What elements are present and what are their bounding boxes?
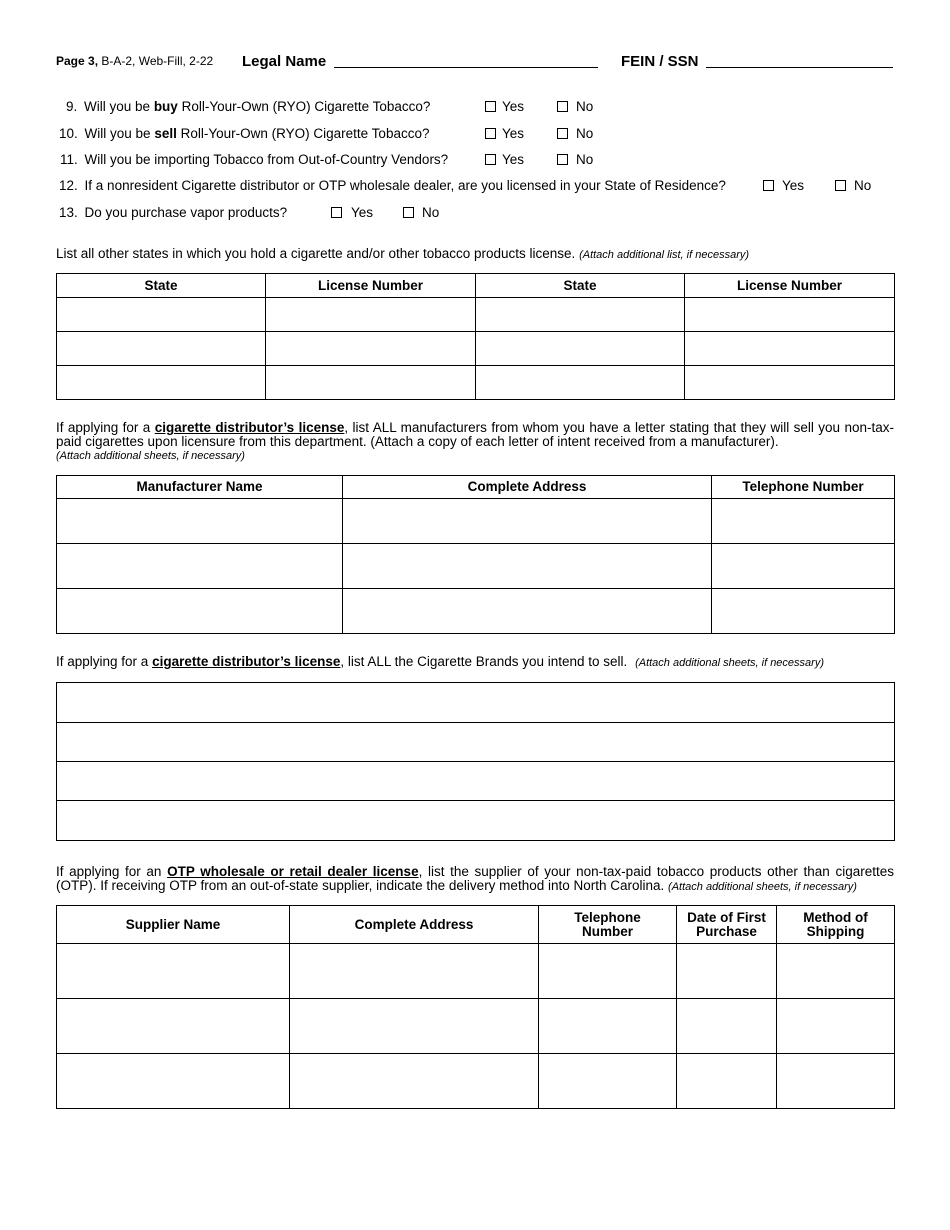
table-row xyxy=(57,944,895,999)
q12-no-label: No xyxy=(854,178,872,193)
page-header xyxy=(56,54,213,68)
suppliers-table xyxy=(56,905,895,1109)
col-header-license-number: License Number xyxy=(685,274,895,298)
address-cell[interactable] xyxy=(290,944,539,999)
question-number: 10. xyxy=(59,126,78,141)
table-row xyxy=(57,298,895,332)
table-row xyxy=(57,762,895,801)
q12-yes-checkbox[interactable] xyxy=(763,180,774,191)
manufacturers-note: (Attach additional sheets, if necessary) xyxy=(56,450,245,462)
col-header-supplier-name: Supplier Name xyxy=(57,906,290,944)
question-11 xyxy=(60,152,448,167)
table-row xyxy=(57,1054,895,1109)
manufacturer-name-cell[interactable] xyxy=(57,544,343,589)
q9-no-checkbox[interactable] xyxy=(557,101,568,112)
q10-no-checkbox[interactable] xyxy=(557,128,568,139)
manufacturer-name-cell[interactable] xyxy=(57,589,343,634)
brands-intro-lead: If applying for a xyxy=(56,654,153,669)
question-text: Will you be xyxy=(84,99,154,114)
fein-ssn-field[interactable] xyxy=(706,67,893,68)
table-row xyxy=(57,999,895,1054)
fein-ssn-label: FEIN / SSN xyxy=(621,53,699,70)
address-cell[interactable] xyxy=(343,499,712,544)
brand-cell[interactable] xyxy=(57,683,895,723)
col-header-license-number: License Number xyxy=(266,274,476,298)
state-cell[interactable] xyxy=(476,298,685,332)
table-row xyxy=(57,544,895,589)
table-row xyxy=(57,366,895,400)
suppliers-note: (Attach additional sheets, if necessary) xyxy=(668,881,857,893)
licenses-note: (Attach additional list, if necessary) xyxy=(579,249,750,261)
address-cell[interactable] xyxy=(290,1054,539,1109)
telephone-cell[interactable] xyxy=(712,544,895,589)
manufacturers-intro xyxy=(56,421,894,449)
supplier-name-cell[interactable] xyxy=(57,1054,290,1109)
q11-yes-label: Yes xyxy=(502,152,525,167)
telephone-cell[interactable] xyxy=(539,1054,677,1109)
state-cell[interactable] xyxy=(57,298,266,332)
question-10 xyxy=(59,126,429,141)
question-text: Do you purchase vapor products? xyxy=(84,205,288,220)
question-number: 13. xyxy=(59,205,78,220)
legal-name-label: Legal Name xyxy=(242,53,327,70)
table-row xyxy=(57,683,895,723)
col-header-complete-address: Complete Address xyxy=(290,906,539,944)
q12-yes-label: Yes xyxy=(782,178,805,193)
col-header-telephone-number: Telephone Number xyxy=(712,476,895,499)
brands-intro xyxy=(56,654,824,669)
question-emphasis: sell xyxy=(154,126,177,141)
q13-yes-checkbox[interactable] xyxy=(331,207,342,218)
legal-name-field[interactable] xyxy=(334,67,598,68)
license-number-cell[interactable] xyxy=(685,332,895,366)
question-text-tail: Roll-Your-Own (RYO) Cigarette Tobacco? xyxy=(176,126,430,141)
table-row xyxy=(57,801,895,841)
q9-yes-label: Yes xyxy=(502,99,525,114)
q11-no-label: No xyxy=(576,152,594,167)
suppliers-intro xyxy=(56,865,894,894)
col-header-complete-address: Complete Address xyxy=(343,476,712,499)
form-id: B-A-2, Web-Fill, 2-22 xyxy=(101,54,214,68)
date-cell[interactable] xyxy=(677,999,777,1054)
question-number: 11. xyxy=(60,152,78,167)
suppliers-intro-lead: If applying for an xyxy=(56,864,168,879)
question-emphasis: buy xyxy=(153,99,178,114)
col-header-state: State xyxy=(476,274,685,298)
supplier-name-cell[interactable] xyxy=(57,944,290,999)
telephone-cell[interactable] xyxy=(712,589,895,634)
manufacturers-table xyxy=(56,475,895,634)
date-cell[interactable] xyxy=(677,944,777,999)
question-12 xyxy=(59,178,726,193)
question-number: 12. xyxy=(59,178,78,193)
question-text: If a nonresident Cigarette distributor or OTP wholesale dealer, are you licensed in your State of Residence? xyxy=(84,178,726,193)
col-header-manufacturer-name: Manufacturer Name xyxy=(57,476,343,499)
suppliers-license-type: OTP wholesale or retail dealer license xyxy=(167,864,419,879)
question-text: Will you be importing Tobacco from Out-of-Country Vendors? xyxy=(84,152,449,167)
licenses-intro-text: List all other states in which you hold a cigarette and/or other tobacco products license. xyxy=(56,246,576,261)
brand-cell[interactable] xyxy=(57,801,895,841)
manufacturer-name-cell[interactable] xyxy=(57,499,343,544)
q13-no-label: No xyxy=(422,205,440,220)
col-header-date-of-first-purchase: Date of First Purchase xyxy=(677,906,777,944)
table-row xyxy=(57,589,895,634)
shipping-method-cell[interactable] xyxy=(777,999,895,1054)
q9-yes-checkbox[interactable] xyxy=(485,101,496,112)
q9-no-label: No xyxy=(576,99,594,114)
state-cell[interactable] xyxy=(57,366,266,400)
manufacturers-license-type: cigarette distributor’s license xyxy=(154,420,345,435)
col-header-state: State xyxy=(57,274,266,298)
page-label: Page 3, xyxy=(56,54,99,68)
q12-no-checkbox[interactable] xyxy=(835,180,846,191)
licenses-table xyxy=(56,273,895,400)
table-row xyxy=(57,499,895,544)
brands-note: (Attach additional sheets, if necessary) xyxy=(635,657,824,669)
license-number-cell[interactable] xyxy=(685,366,895,400)
question-text-tail: Roll-Your-Own (RYO) Cigarette Tobacco? xyxy=(177,99,431,114)
question-13 xyxy=(59,205,287,220)
shipping-method-cell[interactable] xyxy=(777,1054,895,1109)
brands-intro-text: , list ALL the Cigarette Brands you intend to sell. xyxy=(340,654,628,669)
state-cell[interactable] xyxy=(476,332,685,366)
address-cell[interactable] xyxy=(290,999,539,1054)
q13-no-checkbox[interactable] xyxy=(403,207,414,218)
table-row xyxy=(57,332,895,366)
q11-no-checkbox[interactable] xyxy=(557,154,568,165)
address-cell[interactable] xyxy=(343,544,712,589)
q10-yes-label: Yes xyxy=(502,126,525,141)
col-header-method-of-shipping: Method of Shipping xyxy=(777,906,895,944)
suppliers-intro-text: , list the supplier of your non-tax-paid tobacco products other than cigarettes (OTP). If receiving OTP from an out-of-state supplier, indicate the delivery method into North Carolina. xyxy=(56,864,894,893)
question-text: Will you be xyxy=(84,126,155,141)
manufacturers-intro-lead: If applying for a xyxy=(56,420,155,435)
shipping-method-cell[interactable] xyxy=(777,944,895,999)
state-cell[interactable] xyxy=(57,332,266,366)
q13-yes-label: Yes xyxy=(351,205,374,220)
brands-license-type: cigarette distributor’s license xyxy=(152,654,341,669)
license-number-cell[interactable] xyxy=(685,298,895,332)
question-9 xyxy=(66,99,430,114)
brand-cell[interactable] xyxy=(57,723,895,762)
license-number-cell[interactable] xyxy=(266,298,476,332)
supplier-name-cell[interactable] xyxy=(57,999,290,1054)
telephone-cell[interactable] xyxy=(539,944,677,999)
state-cell[interactable] xyxy=(476,366,685,400)
brand-cell[interactable] xyxy=(57,762,895,801)
q10-no-label: No xyxy=(576,126,594,141)
telephone-cell[interactable] xyxy=(539,999,677,1054)
table-row xyxy=(57,723,895,762)
q11-yes-checkbox[interactable] xyxy=(485,154,496,165)
manufacturers-intro-text: , list ALL manufacturers from whom you have a letter stating that they will sell you non-tax-paid cigarettes upon licensure from this department. (Attach a copy of each letter of intent received from a manufacturer). xyxy=(56,420,894,449)
telephone-cell[interactable] xyxy=(712,499,895,544)
brands-table xyxy=(56,682,895,841)
license-number-cell[interactable] xyxy=(266,366,476,400)
license-number-cell[interactable] xyxy=(266,332,476,366)
q10-yes-checkbox[interactable] xyxy=(485,128,496,139)
question-number: 9. xyxy=(66,99,78,114)
col-header-telephone-number: Telephone Number xyxy=(539,906,677,944)
date-cell[interactable] xyxy=(677,1054,777,1109)
licenses-intro xyxy=(56,246,749,261)
address-cell[interactable] xyxy=(343,589,712,634)
